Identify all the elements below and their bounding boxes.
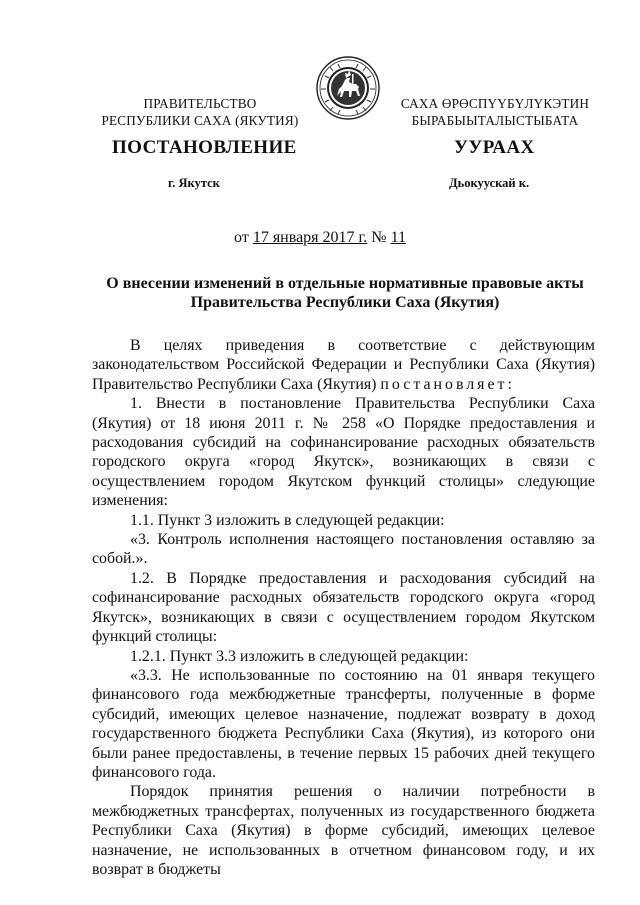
paragraph-quote-3-3: «3.3. Не использованные по состоянию на 01 января текущего финансового года межбюджетные трансферты, полученные в форме субсидий, имеющих целевое назначение, подлежат возврату в доход государственного бюджета Республики Саха (Якутия), из которого они были ранее предоставлены, в течение первых 15 рабочих дней текущего финансового года. [92,666,595,781]
document-number: 11 [390,229,406,246]
date-prefix: от [234,229,249,246]
coat-of-arms-icon [316,56,380,120]
government-name-sakha [400,95,590,129]
title-line-2: Правительства Республики Саха (Якутия) [190,294,500,311]
government-line-1: ПРАВИТЕЛЬСТВО [143,96,257,111]
document-body [92,336,595,879]
paragraph-item-1-1: 1.1. Пункт 3 изложить в следующей редакции: [130,511,445,529]
paragraph-item-1-2: 1.2. В Порядке предоставления и расходования субсидий на софинансирование расходных обязательств городского округа «город Якутск», возникающих в связи с осуществлением городом Якутском функций столицы: [92,569,595,646]
document-date: 17 января 2017 г. [252,229,368,246]
document-title [100,274,590,312]
resolves-word: постановляет: [380,375,515,393]
paragraph-preamble [92,336,595,394]
government-line-2: РЕСПУБЛИКИ САХА (ЯКУТИЯ) [101,113,299,128]
doc-type-sakha: УУРААХ [454,137,535,158]
city-sakha: Дьокуускай к. [449,176,530,190]
paragraph-quote-3: «3. Контроль исполнения настоящего постановления оставляю за собой.». [92,531,595,568]
preamble-text: В целях приведения в соответствие с действующим законодательством Российской Федерации и Республики Саха (Якутия) Правительство Республики Саха (Якутия) [92,337,595,393]
doc-type-ru: ПОСТАНОВЛЕНИЕ [112,137,297,158]
government-name-ru [100,95,300,129]
city-ru: г. Якутск [168,176,220,190]
paragraph-item-1-2-1: 1.2.1. Пункт 3.3 изложить в следующей редакции: [130,647,469,665]
government-sakha-line-2: БЫРАБЫЫТАЛЫСТЫБАТА [411,113,579,128]
title-line-1: О внесении изменений в отдельные нормативные правовые акты [106,275,584,292]
document-date-line [0,229,640,247]
number-sign: № [371,229,387,246]
paragraph-procedure: Порядок принятия решения о наличии потребности в межбюджетных трансфертах, полученных из государственного бюджета Республики Саха (Якутия) в форме субсидий, имеющих целевое назначение, не использованных в отчетном финансовом году, и их возврат в бюджеты [92,783,595,878]
paragraph-item-1: 1. Внести в постановление Правительства Республики Саха (Якутия) от 18 июня 2011 г. № 258 «О Порядке предоставления и расходования субсидий на софинансирование расходных обязательств городского округа «город Якутск», возникающих в связи с осуществлением городом Якутском функций столицы» следующие изменения: [92,395,595,510]
government-sakha-line-1: САХА ӨРӨСПҮҮБҮЛҮКЭТИН [400,96,590,111]
